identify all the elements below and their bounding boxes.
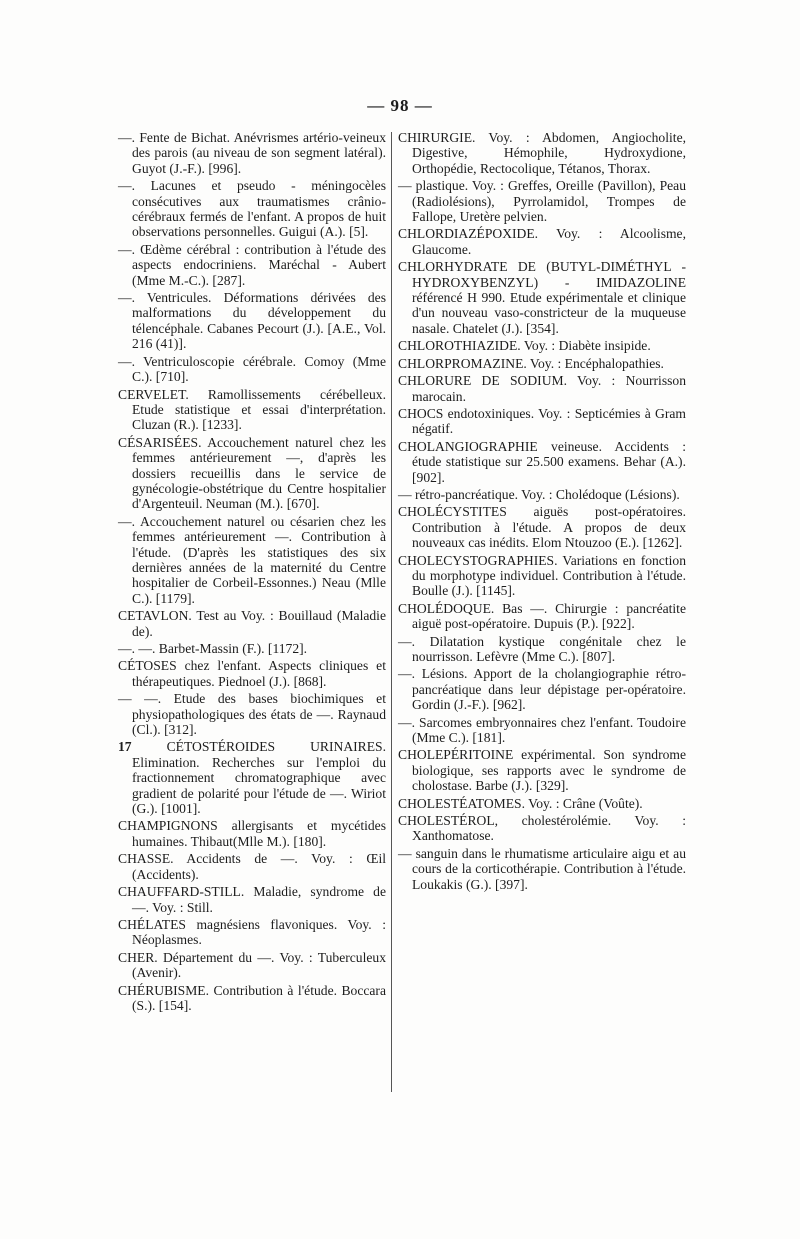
column-divider [391, 132, 392, 1092]
index-entry: 17 CÉTOSTÉROIDES URINAIRES. Elimination. Recherches sur l'emploi du fractionnement chromatographique avec gradient de polarité pour l'étude de —. Wiriot (G.). [1001]. [118, 739, 386, 817]
index-entry: CHLOROTHIAZIDE. Voy. : Diabète insipide. [398, 338, 651, 354]
index-entry: CERVELET. Ramollissements cérébelleux. Etude statistique et essai d'interprétation. Cluzan (R.). [1233]. [118, 386, 386, 433]
index-entry: — rétro-pancréatique. Voy. : Cholédoque (Lésions). [398, 486, 680, 502]
index-entry: CHIRURGIE. Voy. : Abdomen, Angiocholite, Digestive, Hémophile, Hydroxydione, Orthopédie, Rectocolique, Tétanos, Thorax. [398, 130, 686, 176]
index-entry: CHOLESTÉROL, cholestérolémie. Voy. : Xanthomatose. [398, 813, 686, 844]
index-entry: CHOLESTÉATOMES. Voy. : Crâne (Voûte). [398, 795, 643, 811]
index-entry: —. —. Barbet-Massin (F.). [1172]. [118, 641, 308, 656]
index-entry: CHOLÉDOQUE. Bas —. Chirurgie : pancréatite aiguë post-opératoire. Dupuis (P.). [922]. [398, 600, 686, 632]
index-entry: CHOLECYSTOGRAPHIES. Variations en fonction du morphotype individuel. Contribution à l'étude. Boulle (J.). [1145]. [398, 552, 686, 599]
index-entry: CHAMPIGNONS allergisants et mycétides humaines. Thibaut(Mlle M.). [180]. [118, 818, 386, 849]
index-entry: —. Sarcomes embryonnaires chez l'enfant. Toudoire (Mme C.). [181]. [398, 714, 686, 746]
index-entry: CETAVLON. Test au Voy. : Bouillaud (Maladie de). [118, 608, 386, 639]
index-entry: CHÉLATES magnésiens flavoniques. Voy. : Néoplasmes. [118, 916, 386, 948]
index-entry: CHÉRUBISME. Contribution à l'étude. Boccara (S.). [154]. [118, 982, 386, 1013]
index-entry: —. Accouchement naturel ou césarien chez les femmes antérieurement —. Contribution à l'étude. (D'après les statistiques des six dernières années de la maternité du Centre hospitalier de Corbeil-Essonnes.) Neau (Mlle C.). [1179]. [118, 513, 386, 606]
index-entry: CHLORURE DE SODIUM. Voy. : Nourrisson marocain. [398, 373, 686, 404]
index-entry: —. Lacunes et pseudo - méningocèles consécutives aux traumatismes crânio-cérébraux fermés de l'enfant. A propos de huit observations personnelles. Guigui (A.). [5]. [118, 178, 386, 240]
page-number: — 98 — [367, 96, 433, 115]
index-entry: CHOCS endotoxiniques. Voy. : Septicémies à Gram négatif. [398, 405, 686, 437]
index-entry: CÉTOSES chez l'enfant. Aspects cliniques et thérapeutiques. Piednoel (J.). [868]. [118, 658, 386, 689]
index-entry: — plastique. Voy. : Greffes, Oreille (Pavillon), Peau (Radiolésions), Pyrrolamidol, Trompes de Fallope, Uretère pelvien. [398, 178, 686, 225]
index-entry: CHOLANGIOGRAPHIE veineuse. Accidents : étude statistique sur 25.500 examens. Behar (A.). [902]. [398, 438, 686, 485]
index-entry: CHLORPROMAZINE. Voy. : Encéphalopathies. [398, 355, 664, 371]
index-entry: —. Œdème cérébral : contribution à l'étude des aspects endocriniens. Maréchal - Aubert (Mme M.-C.). [287]. [118, 241, 386, 288]
index-entry: CHOLEPÉRITOINE expérimental. Son syndrome biologique, ses rapports avec le syndrome de cholostase. Barbe (J.). [329]. [398, 747, 686, 794]
index-entry: CÉSARISÉES. Accouchement naturel chez les femmes antérieurement —, d'après les dossiers recueillis dans le service de gynécologie-obstétrique du Centre hospitalier d'Argenteuil. Neuman (M.). [670]. [118, 434, 386, 512]
index-entry: — sanguin dans le rhumatisme articulaire aigu et au cours de la corticothérapie. Contribution à l'étude. Loukakis (G.). [397]. [398, 845, 686, 892]
index-entry: CHAUFFARD-STILL. Maladie, syndrome de —. Voy. : Still. [118, 884, 386, 915]
index-entry: CHASSE. Accidents de —. Voy. : Œil (Accidents). [118, 851, 386, 882]
index-entry: —. Ventricules. Déformations dérivées des malformations du développement du télencéphale. Cabanes Pecourt (J.). [A.E., Vol. 216 (41)]. [118, 290, 386, 352]
index-entry: — —. Etude des bases biochimiques et physiopathologiques des états de —. Raynaud (Cl.). [312]. [118, 691, 386, 738]
index-entry: —. Lésions. Apport de la cholangiographie rétro-pancréatique dans leur dépistage per-opératoire. Gordin (J.-F.). [962]. [398, 666, 686, 713]
right-column [398, 130, 686, 894]
index-entry: —. Fente de Bichat. Anévrismes artério-veineux des parois (au niveau de son segment latéral). Guyot (J.-F.). [996]. [118, 130, 386, 176]
index-entry: CHLORDIAZÉPOXIDE. Voy. : Alcoolisme, Glaucome. [398, 226, 686, 257]
left-column [118, 130, 386, 1015]
index-entry: CHLORHYDRATE DE (BUTYL-DIMÉTHYL - HYDROXYBENZYL) - IMIDAZOLINE référencé H 990. Etude expérimentale et clinique d'un nouveau vaso-constricteur de la muqueuse nasale. Chatelet (J.). [354]. [398, 259, 686, 336]
index-entry: CHOLÉCYSTITES aiguës post-opératoires. Contribution à l'étude. A propos de deux nouveaux cas inédits. Elom Ntouzoo (E.). [1262]. [398, 504, 686, 551]
entry-number: 17 [118, 739, 132, 755]
index-entry: CHER. Département du —. Voy. : Tuberculeux (Avenir). [118, 949, 386, 981]
index-entry: —. Ventriculoscopie cérébrale. Comoy (Mme C.). [710]. [118, 353, 386, 385]
index-entry: —. Dilatation kystique congénitale chez le nourrisson. Lefèvre (Mme C.). [807]. [398, 633, 686, 664]
